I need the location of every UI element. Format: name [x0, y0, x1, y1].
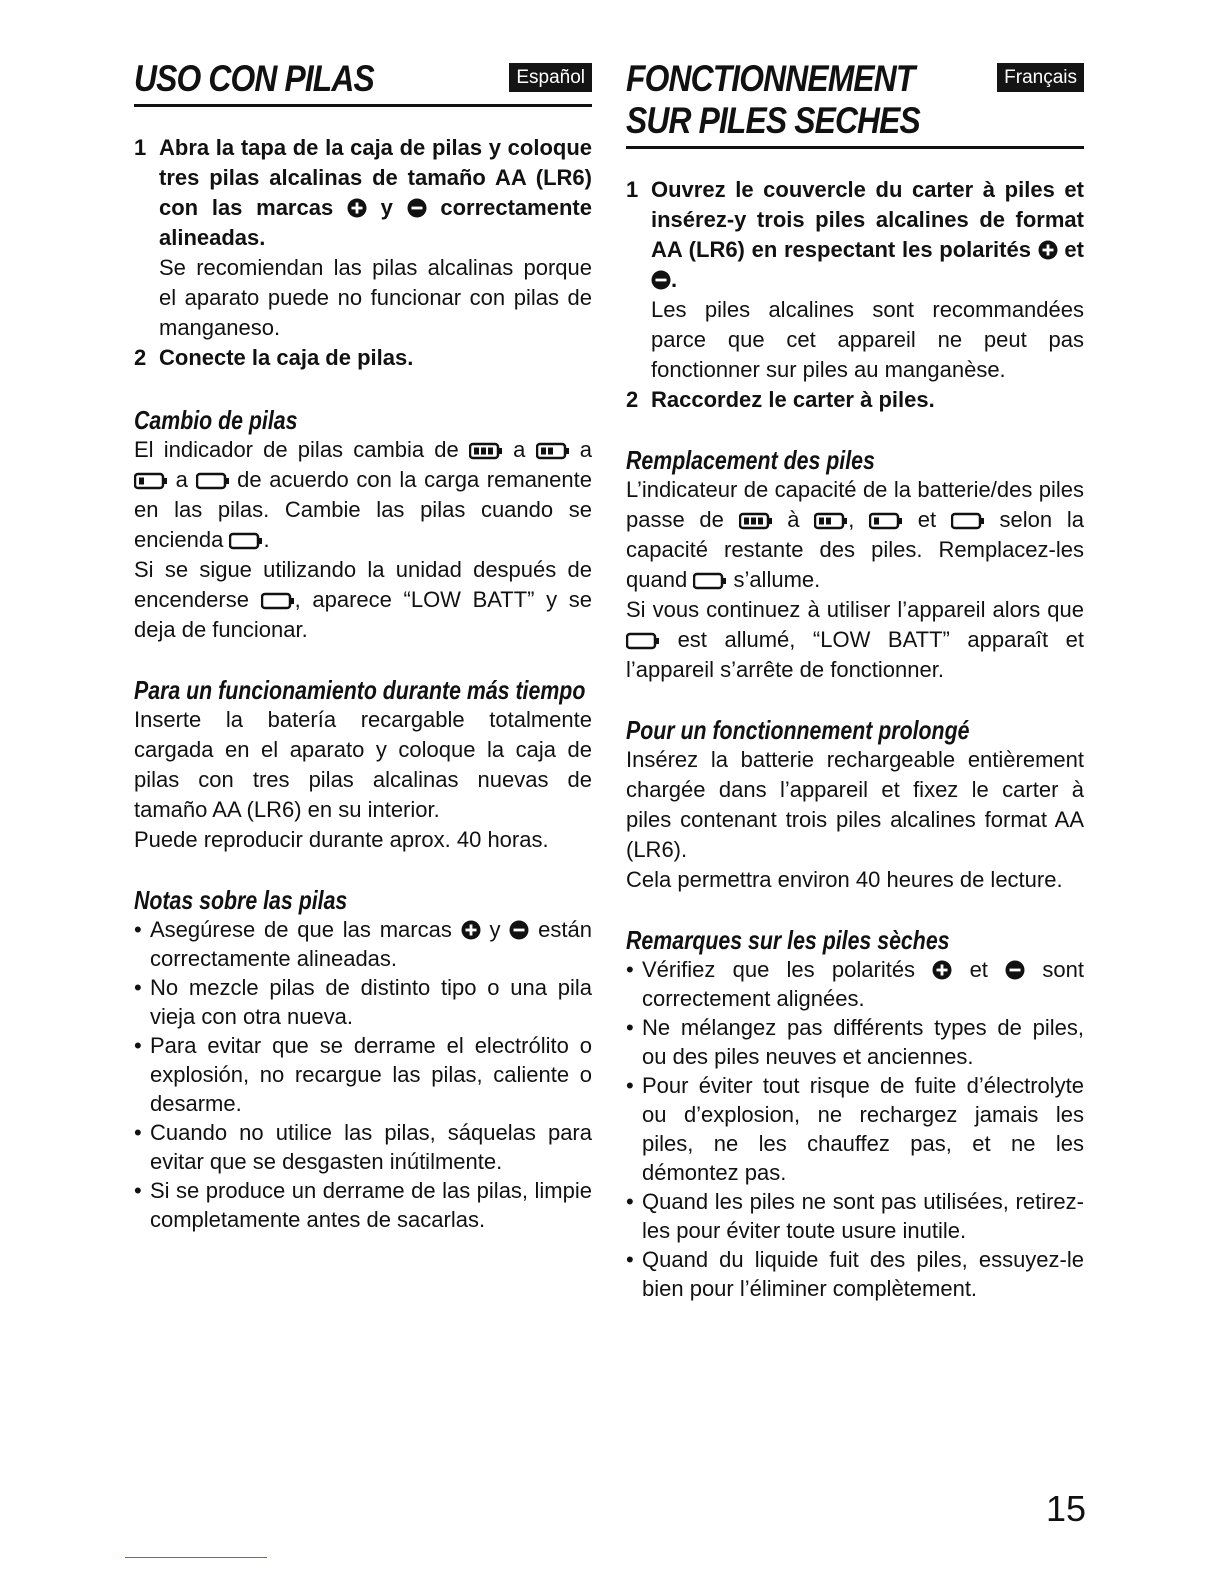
text: et [917, 507, 937, 532]
step-es-2 [134, 343, 592, 373]
list-item [626, 1187, 1084, 1245]
step-text: Ouvrez le couvercle du carter à piles et insérez-y trois piles alcalines de format AA (LR6) en respectant les polarités [651, 177, 1084, 262]
step-instruction: Raccordez le carter à piles. [651, 387, 935, 412]
battery-one-bar-icon [134, 472, 168, 490]
text: et [969, 957, 988, 982]
battery-empty-icon [261, 592, 295, 610]
list-item [626, 1071, 1084, 1187]
list-item [134, 1176, 592, 1234]
paragraph: Puede reproducir durante aprox. 40 horas. [134, 827, 549, 852]
bullet: • [626, 1189, 634, 1214]
paragraph [626, 595, 1084, 685]
plus-circle-icon [347, 198, 367, 218]
text: Para evitar que se derrame el electrólito o explosión, no recargue las pilas, caliente o desarme. [150, 1033, 592, 1116]
step-number: 2 [134, 345, 147, 370]
text: Vérifiez que les polarités [642, 957, 916, 982]
paragraph: Insérez la batterie rechargeable entièrement chargée dans l’appareil et fixez le carter à piles contenant trois piles alcalines format AA (LR6). [626, 747, 1084, 862]
text: sont correctement alignées. [642, 957, 1085, 1011]
page-number: 15 [1046, 1488, 1087, 1529]
text: Si se sigue utilizando la unidad después de encenderse [134, 557, 592, 612]
text: Si vous continuez à utiliser l’appareil alors que [626, 597, 1084, 622]
bullet: • [134, 917, 142, 942]
battery-two-bars-icon [536, 442, 570, 460]
battery-empty-icon [626, 632, 660, 650]
step-number: 1 [134, 135, 147, 160]
list-item [626, 955, 1084, 1013]
step-fr-2 [626, 385, 1084, 415]
list-item [134, 1031, 592, 1118]
battery-empty-icon [693, 572, 727, 590]
text: de acuerdo con la carga remanente en las pilas. Cambie las pilas cuando se encienda [134, 467, 592, 552]
step-instruction [651, 175, 1084, 295]
bullet: • [134, 1120, 142, 1145]
minus-circle-icon [407, 198, 427, 218]
paragraph: Cela permettra environ 40 heures de lecture. [626, 867, 1063, 892]
language-tab-es: Español [509, 63, 592, 92]
french-title-row [626, 58, 1084, 142]
text: y [489, 917, 501, 942]
minus-circle-icon [651, 270, 671, 290]
text: est allumé, “LOW BATT” apparaît et l’appareil s’arrête de fonctionner. [626, 627, 1084, 682]
battery-one-bar-icon [869, 512, 903, 530]
battery-full-icon [739, 512, 773, 530]
step-note: Les piles alcalines sont recommandées parce que cet appareil ne peut pas fonctionner sur piles au manganèse. [651, 297, 1084, 382]
subheading-remarques: Remarques sur les piles sèches [626, 925, 950, 955]
subheading-cambio: Cambio de pilas [134, 405, 298, 435]
bullet: • [626, 1015, 634, 1040]
page-title-fr-line1: FONCTIONNEMENT [626, 58, 915, 99]
text: à [787, 507, 800, 532]
notes-list-fr [626, 955, 1084, 1303]
bullet: • [626, 957, 634, 982]
paragraph [134, 555, 592, 645]
text: a [175, 467, 188, 492]
page-title-fr [626, 58, 968, 142]
text: , aparece “LOW BATT” y se deja de funcionar. [134, 587, 592, 642]
text: No mezcle pilas de distinto tipo o una pila vieja con otra nueva. [150, 975, 592, 1029]
battery-empty-icon [951, 512, 985, 530]
title-rule-fr [626, 146, 1084, 149]
steps-list-es [134, 133, 592, 373]
text: . [263, 527, 270, 552]
bullet: • [626, 1247, 634, 1272]
bullet: • [134, 1178, 142, 1203]
battery-empty-icon [196, 472, 230, 490]
step-number: 1 [626, 177, 639, 202]
text: , [848, 507, 855, 532]
text: Ne mélangez pas différents types de piles, ou des piles neuves et anciennes. [642, 1015, 1084, 1069]
plus-circle-icon [1038, 240, 1058, 260]
paragraph [134, 435, 592, 555]
language-tab-fr: Français [997, 63, 1084, 92]
battery-full-icon [469, 442, 503, 460]
step-text: et [1064, 237, 1084, 262]
list-item [134, 973, 592, 1031]
battery-empty-icon [229, 532, 263, 550]
notes-list-es [134, 915, 592, 1234]
step-number: 2 [626, 387, 639, 412]
minus-circle-icon [509, 920, 529, 940]
text: L’indicateur de capacité de la batterie/des piles passe de [626, 477, 1084, 532]
page-title-fr-line2: SUR PILES SECHES [626, 100, 920, 141]
list-item [134, 1118, 592, 1176]
text: Cuando no utilice las pilas, sáquelas para evitar que se desgasten inútilmente. [150, 1120, 592, 1174]
minus-circle-icon [1005, 960, 1025, 980]
list-item [626, 1013, 1084, 1071]
plus-circle-icon [932, 960, 952, 980]
spanish-title-row [134, 58, 592, 100]
bullet: • [134, 975, 142, 1000]
french-column [626, 58, 1084, 1303]
step-text: correctamente alineadas. [159, 195, 592, 250]
subheading-notas: Notas sobre las pilas [134, 885, 348, 915]
title-rule-es [134, 104, 592, 107]
list-item [626, 1245, 1084, 1303]
subheading-remplacement: Remplacement des piles [626, 445, 875, 475]
step-text: . [671, 267, 678, 292]
steps-list-fr [626, 175, 1084, 415]
step-note: Se recomiendan las pilas alcalinas porque el aparato puede no funcionar con pilas de manganeso. [159, 255, 592, 340]
text: están correctamente alineadas. [150, 917, 592, 971]
paragraph [626, 475, 1084, 595]
step-instruction: Conecte la caja de pilas. [159, 345, 414, 370]
footer-rule [125, 1557, 267, 1558]
step-text: y [380, 195, 393, 220]
step-text: Abra la tapa de la caja de pilas y coloque tres pilas alcalinas de tamaño AA (LR6) con las marcas [159, 135, 592, 220]
bullet: • [134, 1033, 142, 1058]
list-item [134, 915, 592, 973]
bullet: • [626, 1073, 634, 1098]
text: Quand du liquide fuit des piles, essuyez-le bien pour l’éliminer complètement. [642, 1247, 1084, 1301]
plus-circle-icon [461, 920, 481, 940]
step-instruction [159, 133, 592, 253]
subheading-prolongado: Para un funcionamiento durante más tiempo [134, 675, 586, 705]
page-title-es: USO CON PILAS [134, 58, 374, 99]
text: Quand les piles ne sont pas utilisées, retirez-les pour éviter toute usure inutile. [642, 1189, 1084, 1243]
text: a [579, 437, 592, 462]
paragraph: Inserte la batería recargable totalmente cargada en el aparato y coloque la caja de pilas con tres pilas alcalinas nuevas de tamaño AA (LR6) en su interior. [134, 707, 592, 822]
text: El indicador de pilas cambia de [134, 437, 459, 462]
text: Si se produce un derrame de las pilas, limpie completamente antes de sacarlas. [150, 1178, 592, 1232]
step-fr-1 [626, 175, 1084, 385]
text: selon la capacité restante des piles. Remplacez-les quand [626, 507, 1084, 592]
text: a [513, 437, 526, 462]
subheading-prolonge: Pour un fonctionnement prolongé [626, 715, 970, 745]
text: Pour éviter tout risque de fuite d’électrolyte ou d’explosion, ne rechargez jamais les piles, ne les chauffez pas, et ne les démontez pas. [642, 1073, 1084, 1185]
text: s’allume. [733, 567, 821, 592]
battery-two-bars-icon [814, 512, 848, 530]
step-es-1 [134, 133, 592, 343]
text: Asegúrese de que las marcas [150, 917, 452, 942]
spanish-column [134, 58, 592, 1234]
